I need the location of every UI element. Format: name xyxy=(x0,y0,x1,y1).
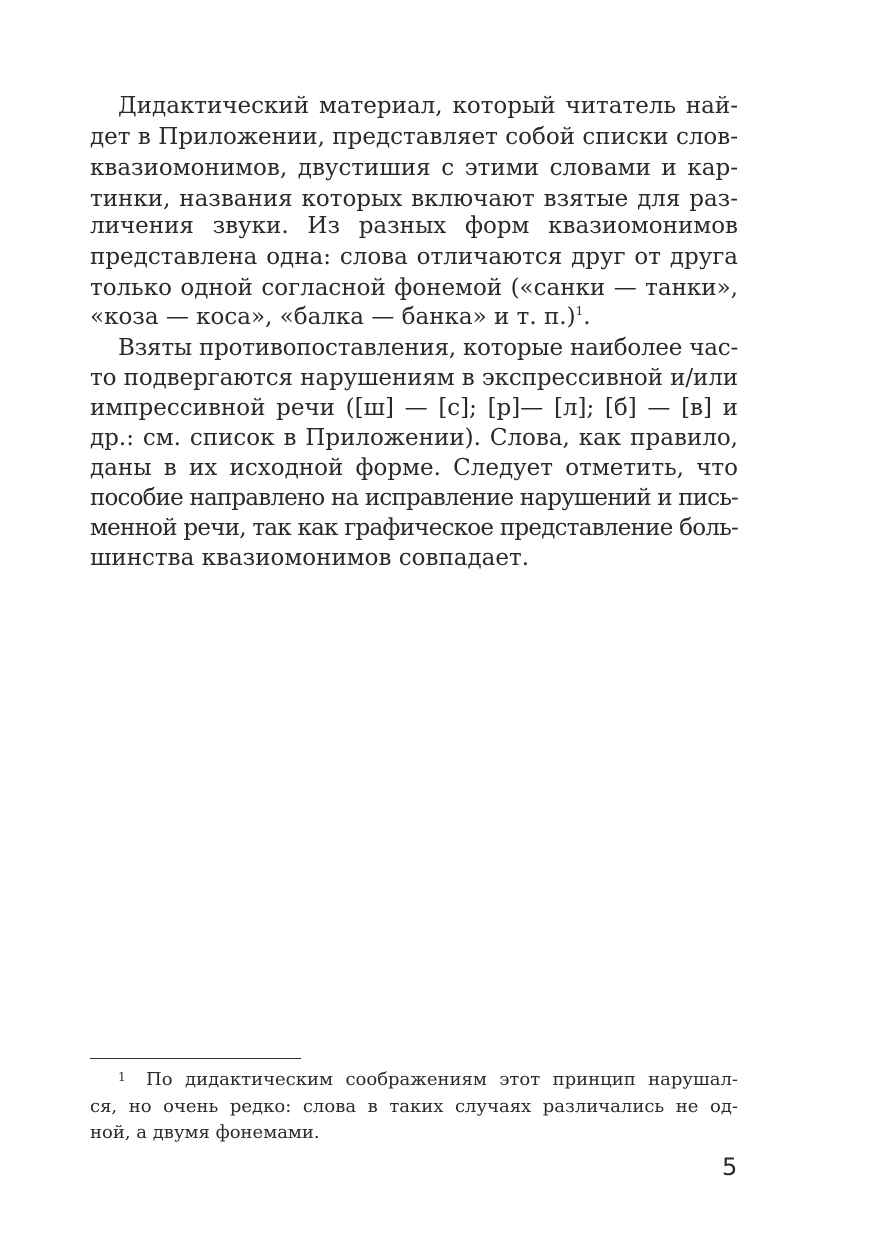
paragraph-2-line: даны в их исходной форме. Следует отметить, что xyxy=(90,455,738,481)
footnote-divider xyxy=(90,1058,301,1059)
footnote-reference: 1 xyxy=(575,304,584,318)
paragraph-2-line: шинства квазиомонимов совпадает. xyxy=(90,545,530,571)
paragraph-1-period: . xyxy=(583,304,591,330)
paragraph-1-last-line xyxy=(90,303,591,332)
footnote-line: ся, но очень редко: слова в таких случаях различались не од- xyxy=(90,1096,738,1117)
paragraph-1-line: представлена одна: слова отличаются друг от друга xyxy=(90,244,738,270)
paragraph-1-line: Дидактический материал, который читатель най- xyxy=(118,93,738,119)
page-number: 5 xyxy=(722,1153,738,1181)
paragraph-1-line: тинки, названия которых включают взятые для раз- xyxy=(90,186,738,212)
paragraph-2-line: др.: см. список в Приложении). Слова, как правило, xyxy=(90,425,738,451)
paragraph-1-line: квазиомонимов, двустишия с этими словами и кар- xyxy=(90,155,738,181)
footnote-line: ной, а двумя фонемами. xyxy=(90,1122,320,1143)
paragraph-2-line: Взяты противопоставления, которые наиболее час- xyxy=(118,335,738,361)
paragraph-1-line: только одной согласной фонемой («санки — танки», xyxy=(90,275,738,301)
paragraph-1-text: «коза — коса», «балка — банка» и т. п.) xyxy=(90,304,576,330)
footnote-line: По дидактическим соображениям этот принцип нарушал- xyxy=(146,1069,738,1090)
paragraph-2-line: менной речи, так как графическое представление боль- xyxy=(90,515,738,541)
paragraph-2-line: то подвергаются нарушениям в экспрессивной и/или xyxy=(90,365,738,391)
paragraph-2-line: импрессивной речи ([ш] — [с]; [р]— [л]; [б] — [в] и xyxy=(90,395,738,421)
paragraph-1-line: личения звуки. Из разных форм квазиомонимов xyxy=(90,213,738,239)
paragraph-1-line: дет в Приложении, представляет собой списки слов- xyxy=(90,124,738,150)
footnote-marker: 1 xyxy=(118,1070,126,1084)
paragraph-2-line: пособие направлено на исправление нарушений и пись- xyxy=(90,485,738,511)
